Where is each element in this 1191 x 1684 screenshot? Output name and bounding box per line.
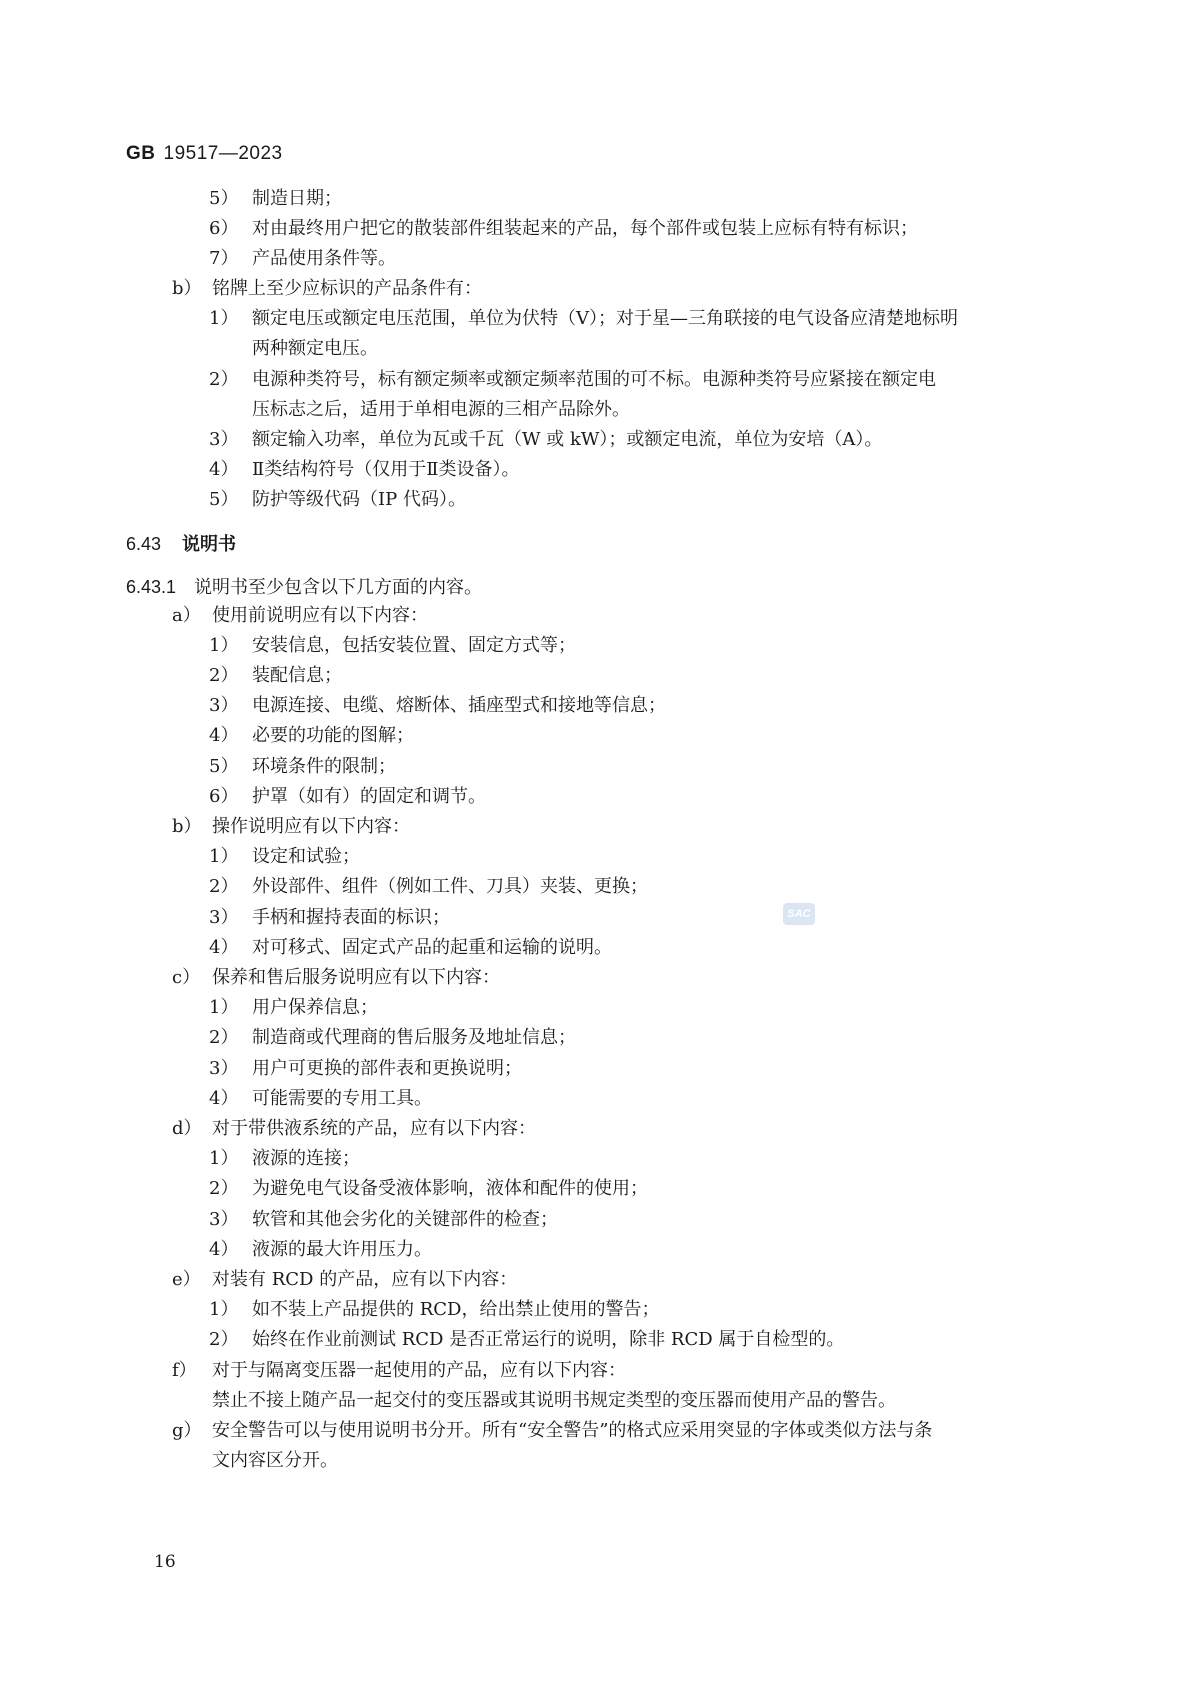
list-item-continuation: 两种额定电压。 xyxy=(252,338,378,359)
list-item: 5） 制造日期； xyxy=(209,188,342,209)
list-item: b） 操作说明应有以下内容： xyxy=(172,816,410,837)
list-item: 1） 额定电压或额定电压范围，单位为伏特（V）；对于星—三角联接的电气设备应清楚地标明 xyxy=(209,308,958,329)
list-item: 7） 产品使用条件等。 xyxy=(209,248,396,269)
list-item: b） 铭牌上至少应标识的产品条件有： xyxy=(172,278,482,299)
clause-paragraph: 6.43.1 说明书至少包含以下几方面的内容。 xyxy=(126,577,482,598)
list-item: 1） 用户保养信息； xyxy=(209,997,378,1018)
list-item: 1） 设定和试验； xyxy=(209,846,360,867)
list-item: 2） 始终在作业前测试 RCD 是否正常运行的说明，除非 RCD 属于自检型的。 xyxy=(209,1329,845,1350)
list-item: 4） 可能需要的专用工具。 xyxy=(209,1088,432,1109)
list-item: 2） 外设部件、组件（例如工件、刀具）夹装、更换； xyxy=(209,876,648,897)
list-item: 2） 电源种类符号，标有额定频率或额定频率范围的可不标。电源种类符号应紧接在额定电 xyxy=(209,369,936,390)
list-item: 1） 液源的连接； xyxy=(209,1148,360,1169)
list-item: 3） 手柄和握持表面的标识； xyxy=(209,907,450,928)
list-item-continuation: 文内容区分开。 xyxy=(212,1450,338,1471)
list-item: 3） 软管和其他会劣化的关键部件的检查； xyxy=(209,1209,558,1230)
standard-number: 19517—2023 xyxy=(163,143,283,164)
list-item: f） 对于与隔离变压器一起使用的产品，应有以下内容： xyxy=(172,1360,626,1381)
list-item: 2） 装配信息； xyxy=(209,665,342,686)
sac-watermark-logo: SAC xyxy=(783,903,815,925)
list-item: c） 保养和售后服务说明应有以下内容： xyxy=(172,967,500,988)
list-item: 1） 安装信息，包括安装位置、固定方式等； xyxy=(209,635,576,656)
list-item: d） 对于带供液系统的产品，应有以下内容： xyxy=(172,1118,536,1139)
list-item: 4） 液源的最大许用压力。 xyxy=(209,1239,432,1260)
list-item: 3） 额定输入功率，单位为瓦或千瓦（W 或 kW）；或额定电流，单位为安培（A）。 xyxy=(209,429,883,450)
list-item: 5） 防护等级代码（IP 代码）。 xyxy=(209,489,466,510)
list-item-continuation: 禁止不接上随产品一起交付的变压器或其说明书规定类型的变压器而使用产品的警告。 xyxy=(212,1390,896,1411)
list-item: 4） 必要的功能的图解； xyxy=(209,725,414,746)
list-item: 4） 对可移式、固定式产品的起重和运输的说明。 xyxy=(209,937,612,958)
list-item: 3） 用户可更换的部件表和更换说明； xyxy=(209,1058,522,1079)
list-item: 2） 为避免电气设备受液体影响，液体和配件的使用； xyxy=(209,1178,648,1199)
page-number: 16 xyxy=(154,1552,176,1572)
list-item: 1） 如不装上产品提供的 RCD，给出禁止使用的警告； xyxy=(209,1299,660,1320)
list-item: 2） 制造商或代理商的售后服务及地址信息； xyxy=(209,1027,576,1048)
standard-header xyxy=(126,143,283,165)
list-item: 4） Ⅱ类结构符号（仅用于Ⅱ类设备）。 xyxy=(209,459,520,480)
list-item: e） 对装有 RCD 的产品，应有以下内容： xyxy=(172,1269,518,1290)
section-heading: 6.43 说明书 xyxy=(126,534,236,554)
list-item: 6） 护罩（如有）的固定和调节。 xyxy=(209,786,486,807)
list-item: g） 安全警告可以与使用说明书分开。所有“安全警告”的格式应采用突显的字体或类似方法与条 xyxy=(172,1420,933,1441)
list-item: 3） 电源连接、电缆、熔断体、插座型式和接地等信息； xyxy=(209,695,666,716)
list-item: 6） 对由最终用户把它的散装部件组装起来的产品，每个部件或包装上应标有特有标识； xyxy=(209,218,918,239)
list-item-continuation: 压标志之后，适用于单相电源的三相产品除外。 xyxy=(252,399,630,420)
list-item: a） 使用前说明应有以下内容： xyxy=(172,605,428,626)
standard-prefix: GB xyxy=(126,143,156,164)
list-item: 5） 环境条件的限制； xyxy=(209,756,396,777)
